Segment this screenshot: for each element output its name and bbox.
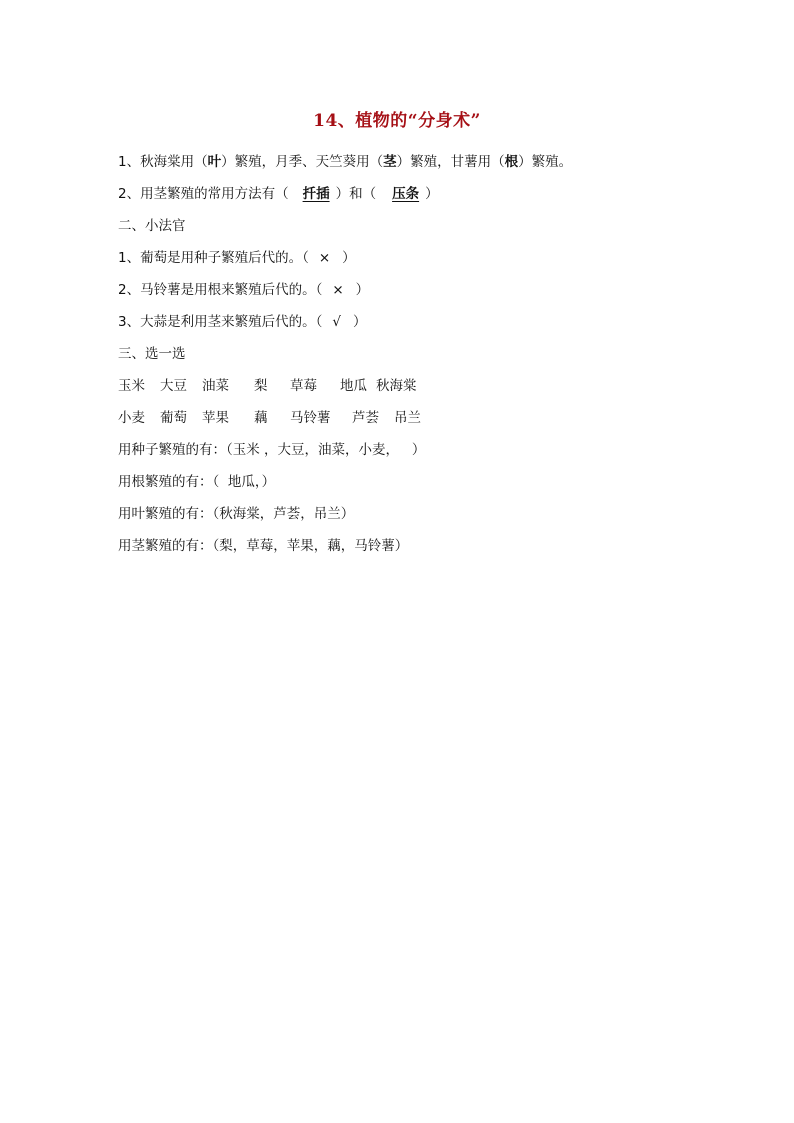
word-item: 苹果: [202, 410, 229, 426]
fill-answer-root: 根: [504, 154, 519, 170]
word-item: 吊兰: [394, 410, 421, 426]
fill-question-1-text-1: 1、秋海棠用（: [118, 154, 208, 170]
fill-answer-stem: 茎: [383, 154, 397, 170]
word-item: 藕: [254, 410, 268, 426]
fill-answer-leaf: 叶: [207, 154, 222, 170]
judge-item-2-text: 2、马铃薯是用根来繁殖后代的。（: [118, 282, 323, 298]
fill-question-1-text-3: ）繁殖，甘薯用（: [396, 154, 505, 170]
page-title: 14、植物的“分身术”: [313, 111, 481, 131]
fill-question-2-text-3: ）: [425, 186, 439, 202]
word-item: 草莓: [290, 378, 317, 394]
answer-leaf: 用叶繁殖的有：（秋海棠，芦荟，吊兰）: [118, 506, 355, 522]
judge-item-3-end: ）: [352, 314, 367, 330]
fill-question-1: [118, 152, 572, 172]
fill-answer-cutting: 扦插: [302, 186, 330, 202]
judge-item-2-end: ）: [355, 282, 370, 298]
word-item: 秋海棠: [376, 378, 417, 394]
word-item: 葡萄: [160, 410, 187, 426]
word-item: 油菜: [202, 378, 229, 394]
word-row-1: [118, 376, 417, 396]
judge-item-1: [118, 248, 356, 268]
fill-question-2-text-1: 2、用茎繁殖的常用方法有（: [118, 186, 289, 202]
section-heading-choose: 三、选一选: [118, 346, 186, 362]
judge-item-2-mark: ×: [332, 282, 344, 298]
word-item: 地瓜: [340, 378, 367, 394]
judge-item-3: [118, 312, 366, 332]
word-item: 小麦: [118, 410, 145, 426]
fill-question-2: [118, 184, 439, 204]
word-item: 马铃薯: [290, 410, 331, 426]
section-heading-judge: 二、小法官: [118, 218, 186, 234]
answer-stem: 用茎繁殖的有：（梨，草莓，苹果，藕，马铃薯）: [118, 538, 409, 554]
word-item: 玉米: [118, 378, 145, 394]
judge-item-3-text: 3、大蒜是利用茎来繁殖后代的。（: [118, 314, 323, 330]
fill-question-1-text-4: ）繁殖。: [518, 154, 573, 170]
fill-question-2-text-2: ）和（: [335, 186, 377, 202]
judge-item-2: [118, 280, 369, 300]
word-item: 芦荟: [352, 410, 379, 426]
judge-item-1-end: ）: [342, 250, 356, 266]
answer-root: 用根繁殖的有：（ 地瓜，）: [118, 474, 276, 490]
word-item: 大豆: [160, 378, 187, 394]
judge-item-3-mark: √: [332, 314, 341, 330]
word-item: 梨: [254, 378, 268, 394]
fill-answer-layering: 压条: [392, 186, 420, 202]
fill-question-1-text-2: ）繁殖，月季、天竺葵用（: [221, 154, 384, 170]
word-row-2: [118, 408, 421, 428]
judge-item-1-mark: ×: [318, 250, 331, 266]
judge-item-1-text: 1、葡萄是用种子繁殖后代的。（: [118, 250, 309, 266]
answer-seed: 用种子繁殖的有：（玉米 ，大豆，油菜，小麦， ）: [118, 442, 426, 458]
